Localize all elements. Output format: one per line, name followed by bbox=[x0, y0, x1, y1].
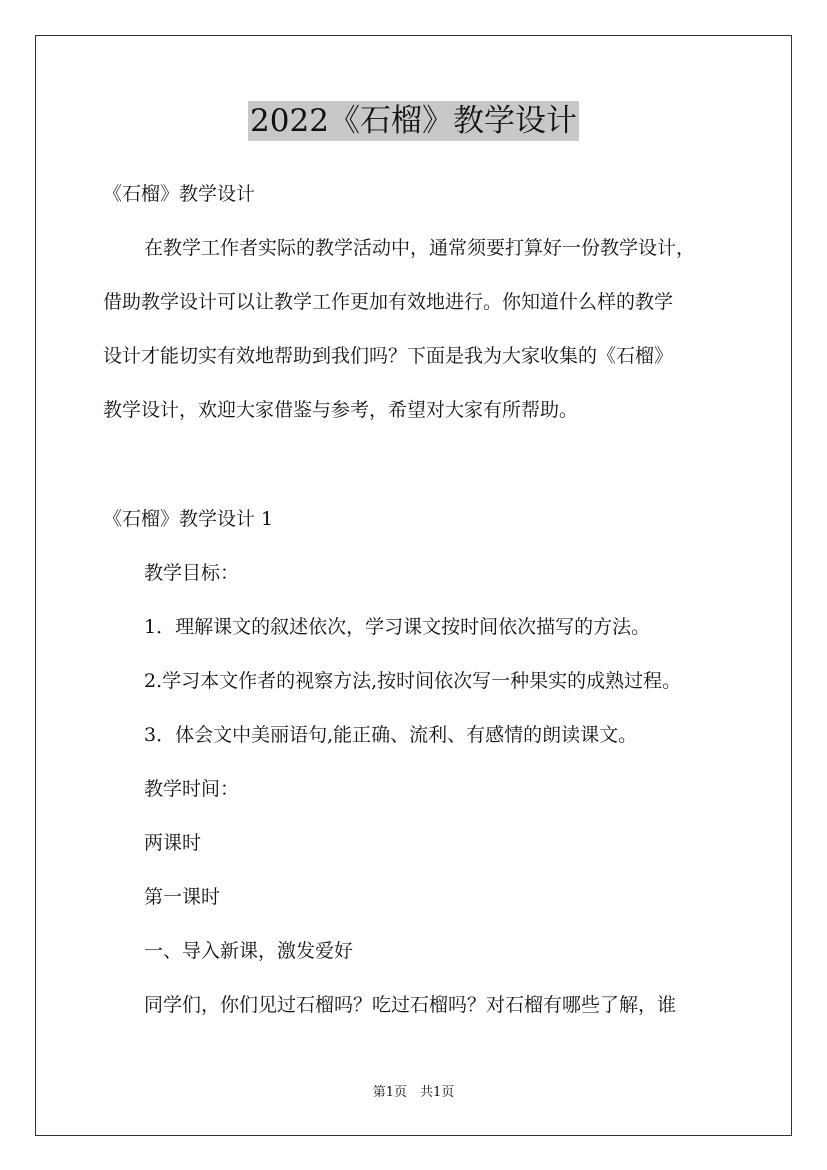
body-line-2: 1．理解课文的叙述依次，学习课文按时间依次描写的方法。 bbox=[144, 616, 651, 638]
body-line-9: 同学们，你们见过石榴吗？吃过石榴吗？对石榴有哪些了解，谁 bbox=[144, 994, 677, 1016]
section-heading: 《石榴》教学设计 1 bbox=[103, 508, 274, 530]
page-footer bbox=[0, 1085, 827, 1101]
document-subtitle: 《石榴》教学设计 bbox=[103, 183, 256, 205]
body-line-6: 两课时 bbox=[144, 832, 202, 854]
document-title-block bbox=[0, 101, 827, 141]
intro-line-3: 设计才能切实有效地帮助到我们吗？下面是我为大家收集的《石榴》 bbox=[103, 345, 674, 367]
body-line-3: 2.学习本文作者的视察方法,按时间依次写一种果实的成熟过程。 bbox=[144, 670, 682, 692]
body-line-8: 一、导入新课，激发爱好 bbox=[144, 940, 354, 962]
body-line-5: 教学时间： bbox=[144, 778, 240, 800]
intro-line-1: 在教学工作者实际的教学活动中，通常须要打算好一份教学设计， bbox=[144, 237, 696, 259]
body-line-7: 第一课时 bbox=[144, 886, 221, 908]
intro-line-4: 教学设计，欢迎大家借鉴与参考，希望对大家有所帮助。 bbox=[103, 399, 579, 421]
body-line-4: 3．体会文中美丽语句,能正确、流利、有感情的朗读课文。 bbox=[144, 724, 638, 746]
body-line-1: 教学目标： bbox=[144, 562, 240, 584]
document-title: 2022《石榴》教学设计 bbox=[250, 103, 577, 139]
intro-line-2: 借助教学设计可以让教学工作更加有效地进行。你知道什么样的教学 bbox=[103, 291, 674, 313]
page-number: 第1页 共1页 bbox=[372, 1085, 455, 1100]
